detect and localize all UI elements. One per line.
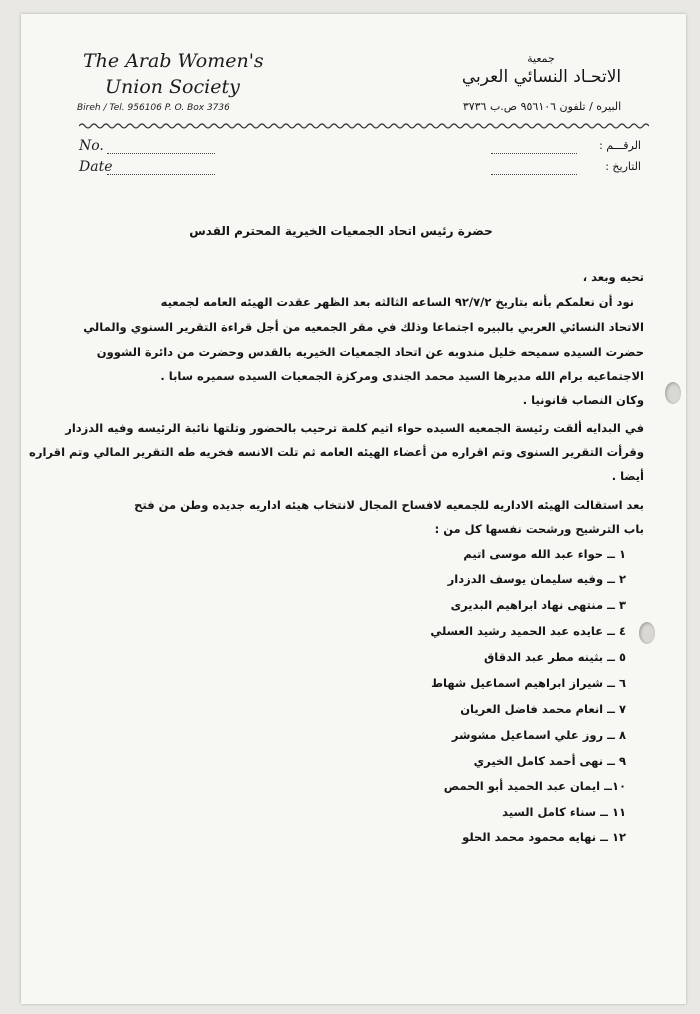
candidate-item: ٣ ــ منتهى نهاد ابراهيم البديرى [450, 598, 626, 612]
org-name-ar: الاتحـاد النسائي العربي [461, 67, 622, 87]
paragraph-line: حضرت السيده سميحه خليل مندوبه عن اتحاد الجمعيات الخيريه بالقدس وحضرت من دائرة الشوون [96, 345, 644, 359]
org-name-en-line2: Union Society [105, 76, 240, 98]
paragraph-line: في البدايه ألقت رئيسة الجمعيه السيده حواء اتيم كلمة ترحيب بالحضور وتلتها نائبة الرئيسه وفيه الدزدار [65, 421, 644, 435]
paragraph-line: الاتحاد النسائي العربي بالبيره اجتماعا وذلك في مقر الجمعيه من أجل قراءة التقرير السنوي والمالي [83, 320, 644, 334]
punch-hole [665, 382, 681, 404]
date-field-line [107, 174, 215, 175]
paragraph-line: بعد استقالت الهيئه الاداريه للجمعيه لافساح المجال لانتخاب هيئه اداريه جديده وطن من فتح [134, 498, 644, 512]
date-label: Date [79, 159, 113, 175]
number-label: No. [79, 138, 104, 154]
paragraph-line: وكان النصاب قانونيا . [522, 393, 644, 407]
letter-page [21, 14, 686, 1004]
org-contact-ar: البيره / تلفون ٩٥٦١٠٦ ص.ب ٣٧٣٦ [462, 100, 622, 113]
candidate-item: ١١ ــ سناء كامل السيد [502, 805, 626, 819]
org-name-ar-top: جمعية [527, 52, 555, 65]
paragraph-line: الاجتماعيه برام الله مديرها السيد محمد الجندى ومركزة الجمعيات السيده سميره سابا . [160, 369, 644, 383]
number-field-line-ar [491, 153, 577, 154]
paragraph-line: وقرأت التقرير السنوى وتم اقراره من أعضاء الهيئه العامه ثم تلت الانسه فخريه طه التقرير المالي وتم اقراره [29, 445, 644, 459]
punch-hole [639, 622, 655, 644]
paragraph-line: باب الترشيح ورشحت نفسها كل من : [434, 522, 644, 536]
candidate-item: ١٢ ــ نهايه محمود محمد الحلو [462, 830, 626, 844]
greeting: تحيه وبعد ، [582, 270, 644, 284]
candidate-item: ١٠ــ ايمان عبد الحميد أبو الحمص [443, 779, 626, 793]
candidate-item: ٦ ــ شيراز ابراهيم اسماعيل شهاط [431, 676, 626, 690]
number-field-line [107, 153, 215, 154]
letterhead-divider [79, 122, 649, 130]
candidate-item: ٤ ــ عايده عبد الحميد رشيد العسلي [430, 624, 626, 638]
paragraph-line: نود أن نعلمكم بأنه بتاريخ ٩٢/٧/٢ الساعه الثالثه بعد الظهر عقدت الهيئه العامه لجمعيه [160, 295, 634, 309]
candidate-item: ٨ ــ روز علي اسماعيل مشوشر [451, 728, 626, 742]
candidate-item: ١ ــ حواء عبد الله موسى اتيم [463, 547, 626, 561]
candidate-item: ٥ ــ بثينه مطر عبد الدقاق [484, 650, 626, 664]
salutation: حضرة رئيس اتحاد الجمعيات الخيرية المحترم القدس [189, 224, 493, 238]
number-label-ar: الرقـــم : [599, 139, 641, 152]
org-contact-en: Bireh / Tel. 956106 P. O. Box 3736 [77, 103, 230, 113]
candidate-item: ٩ ــ نهى أحمد كامل الخيري [473, 754, 626, 768]
date-field-line-ar [491, 174, 577, 175]
org-name-en-line1: The Arab Women's [83, 50, 264, 72]
date-label-ar: التاريخ : [605, 160, 641, 173]
paragraph-line: أيضا . [611, 469, 644, 483]
candidate-item: ٢ ــ وفيه سليمان يوسف الدزدار [447, 572, 626, 586]
candidate-item: ٧ ــ انعام محمد فاضل العريان [460, 702, 626, 716]
